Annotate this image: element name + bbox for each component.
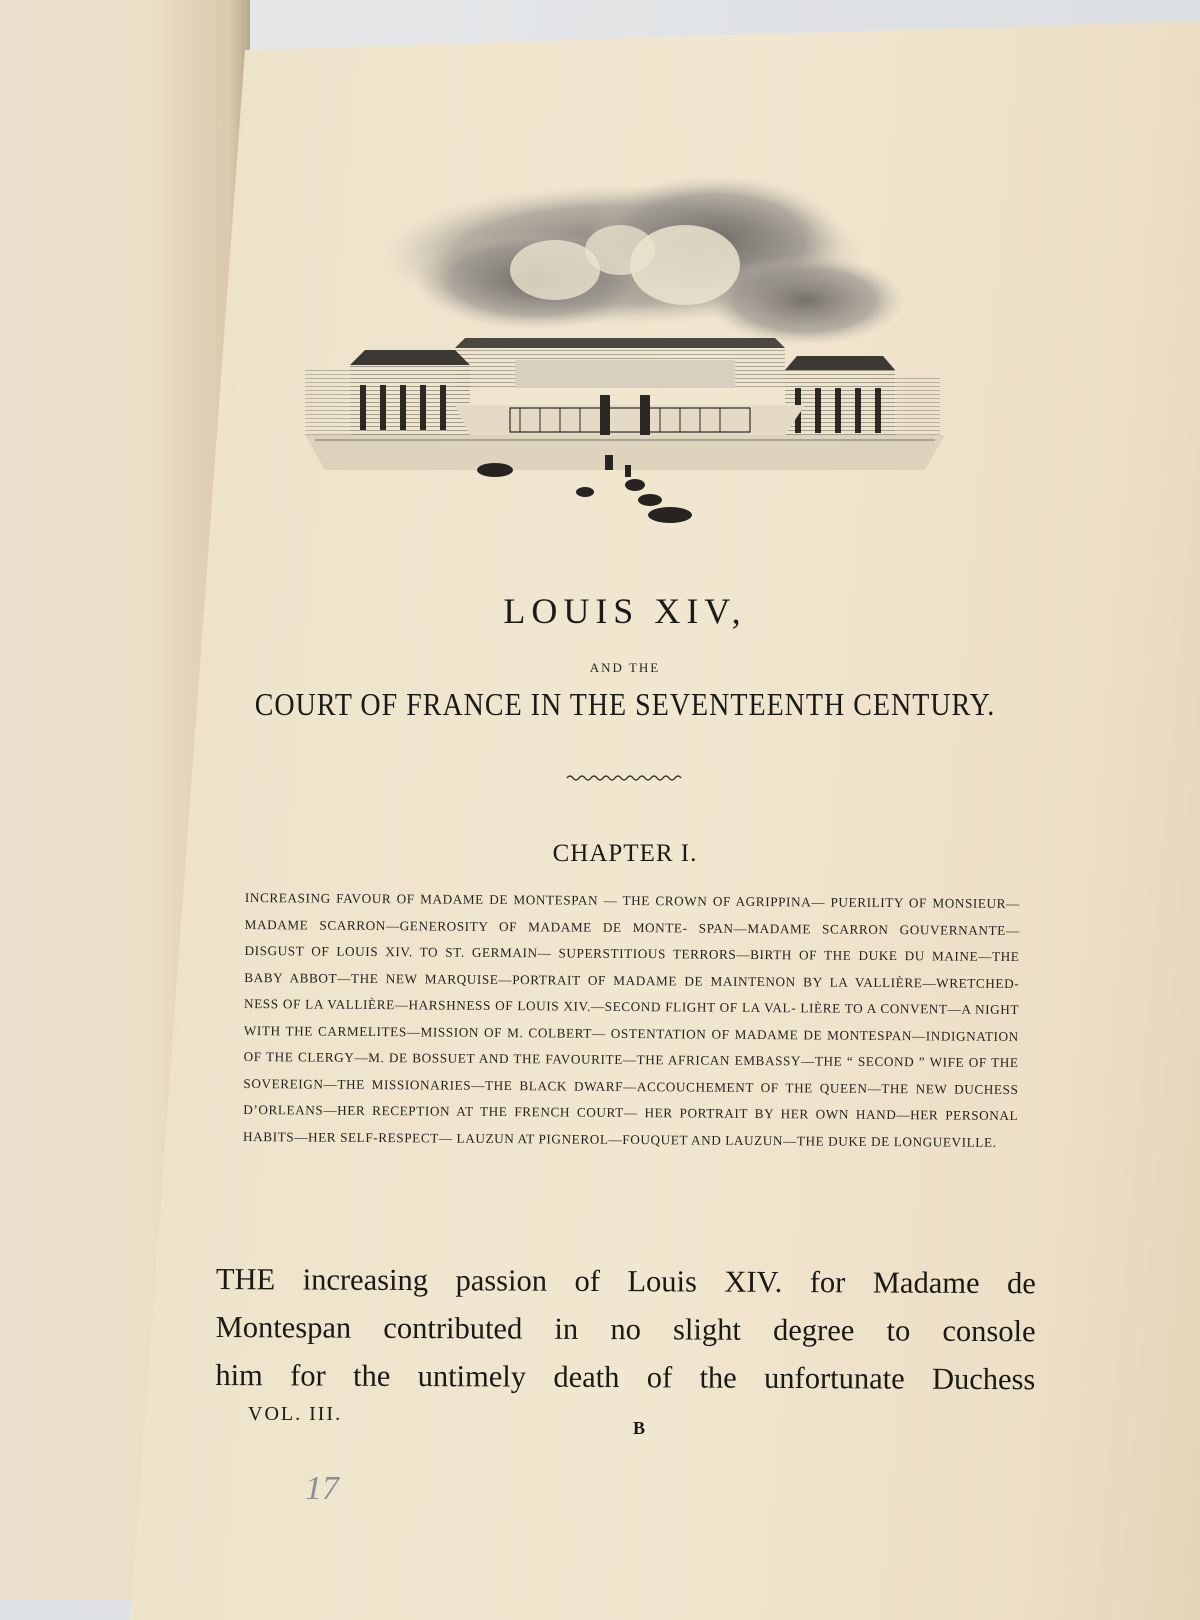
signature-mark: B [633, 1418, 646, 1438]
body-line: THE increasing passion of Louis XIV. for Madame de [215, 1261, 1036, 1301]
chapter-heading: CHAPTER I. [552, 840, 698, 867]
body-line: him for the untimely death of the unfortunate Duchess [215, 1357, 1036, 1397]
title-connector: AND THE [589, 660, 661, 675]
book-title: LOUIS XIV, [503, 591, 747, 631]
body-paragraph [215, 1255, 1036, 1403]
pencil-annotation: 17 [305, 1470, 339, 1507]
chapter-summary: INCREASING FAVOUR OF MADAME DE MONTESPAN — THE CROWN OF AGRIPPINA— PUERILITY OF MONSIEUR—MADAME SCARRON—GENEROSITY OF MADAME DE MONTE- SPAN—MADAME SCARRON GOUVERNANTE—DISGUST OF LOUIS XIV. TO ST. GERMAIN— SUPERSTITIOUS TERRORS—BIRTH OF THE DUKE DU MAINE—THE BABY ABBOT—THE NEW MARQUISE—PORTRAIT OF MADAME DE MAINTENON BY LA VALLIÈRE—WRETCHED- NESS OF LA VALLIÈRE—HARSHNESS OF LOUIS XIV.—SECOND FLIGHT OF LA VAL- LIÈRE TO A CONVENT—A NIGHT WITH THE CARMELITES—MISSION OF M. COLBERT— OSTENTATION OF MADAME DE MONTESPAN—INDIGNATION OF THE CLERGY—M. DE BOSSUET AND THE FAVOURITE—THE AFRICAN EMBASSY—THE “ SECOND ” WIFE OF THE SOVEREIGN—THE MISSIONARIES—THE BLACK DWARF—ACCOUCHEMENT OF THE QUEEN—THE NEW DUCHESS D’ORLEANS—HER RECEPTION AT THE FRENCH COURT— HER PORTRAIT BY HER OWN HAND—HER PERSONAL HABITS—HER SELF-RESPECT— LAUZUN AT PIGNEROL—FOUQUET AND LAUZUN—THE DUKE DE LONGUEVILLE. [242, 889, 1020, 1150]
volume-marker: VOL. III. [248, 1403, 343, 1425]
decorative-rule [565, 772, 685, 784]
palace-engraving [305, 170, 945, 540]
book-subtitle: COURT OF FRANCE IN THE SEVENTEENTH CENTURY. [254, 688, 996, 723]
body-line: Montespan contributed in no slight degree to console [215, 1309, 1036, 1349]
